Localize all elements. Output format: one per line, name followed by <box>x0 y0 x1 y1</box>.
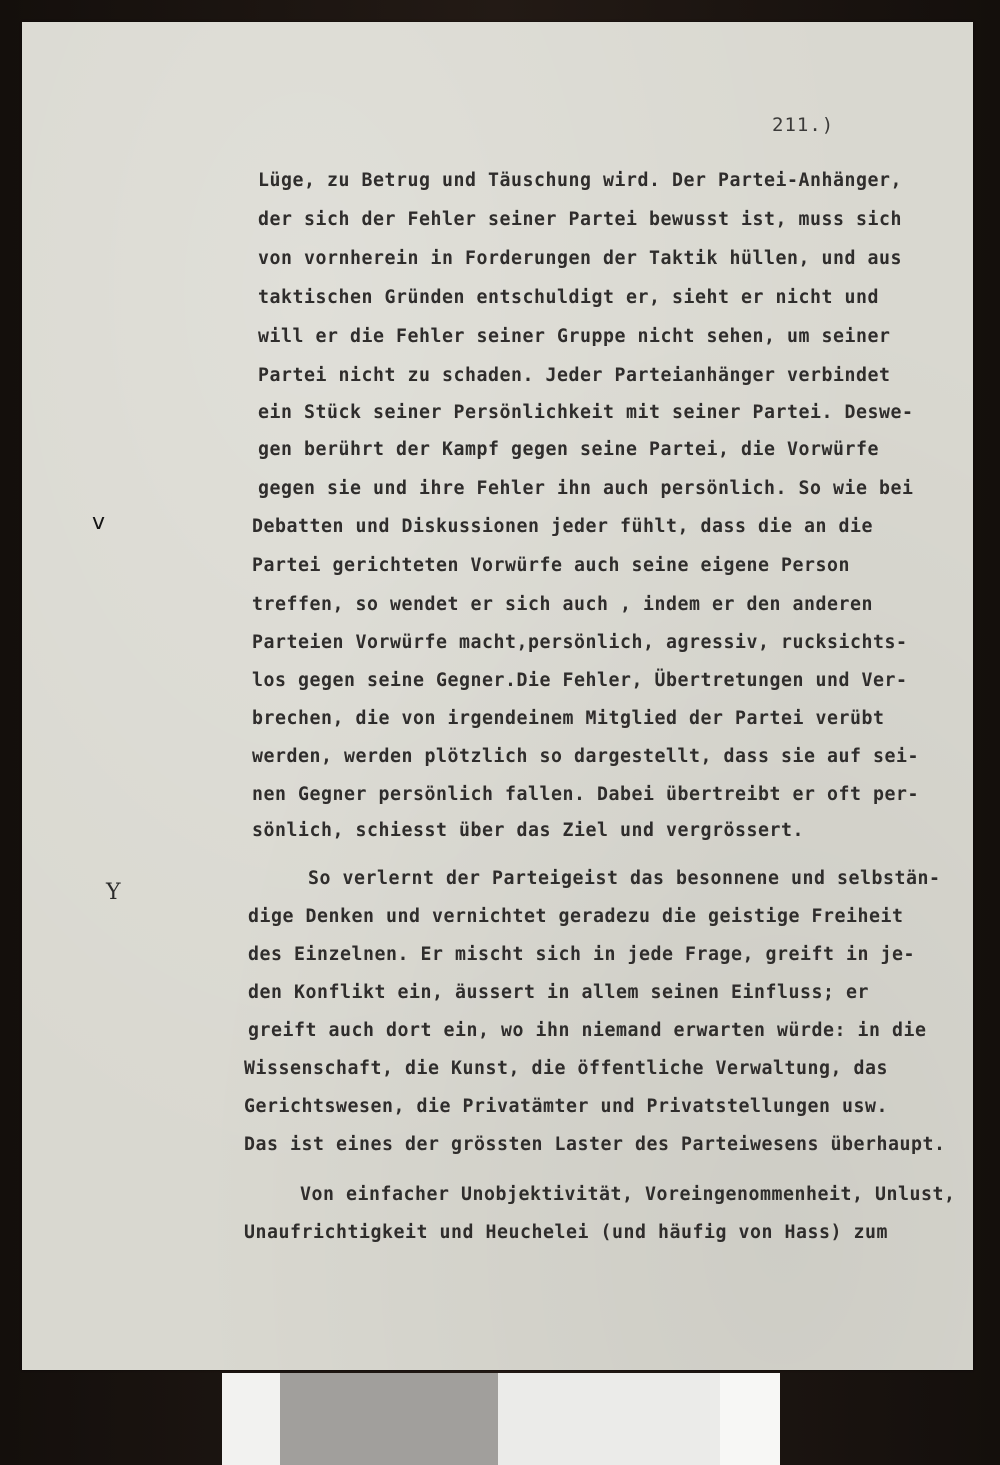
text-line: des Einzelnen. Er mischt sich in jede Frage, greift in je- <box>248 944 915 965</box>
text-line: den Konflikt ein, äussert in allem seinen Einfluss; er <box>248 982 869 1003</box>
text-line: Das ist eines der grössten Laster des Parteiwesens überhaupt. <box>244 1134 946 1155</box>
text-line: von vornherein in Forderungen der Taktik hüllen, und aus <box>258 248 902 269</box>
calibration-strip-gray <box>280 1373 498 1465</box>
text-line: greift auch dort ein, wo ihn niemand erwarten würde: in die <box>248 1020 927 1041</box>
text-line: Partei gerichteten Vorwürfe auch seine eigene Person <box>252 555 850 576</box>
text-line: So verlernt der Parteigeist das besonnene und selbstän- <box>308 868 941 889</box>
text-line: will er die Fehler seiner Gruppe nicht sehen, um seiner <box>258 326 891 347</box>
text-line: werden, werden plötzlich so dargestellt, dass sie auf sei- <box>252 746 919 767</box>
text-line: gen berührt der Kampf gegen seine Partei, die Vorwürfe <box>258 439 879 460</box>
text-line: ein Stück seiner Persönlichkeit mit seiner Partei. Deswe- <box>258 402 914 423</box>
calibration-strip-white <box>222 1373 280 1465</box>
text-line: Gerichtswesen, die Privatämter und Privatstellungen usw. <box>244 1096 888 1117</box>
text-line: Debatten und Diskussionen jeder fühlt, dass die an die <box>252 516 873 537</box>
margin-mark: Y <box>106 880 121 905</box>
margin-mark: v <box>92 510 106 535</box>
text-line: nen Gegner persönlich fallen. Dabei übertreibt er oft per- <box>252 784 919 805</box>
text-line: Partei nicht zu schaden. Jeder Parteianhänger verbindet <box>258 365 891 386</box>
text-line: taktischen Gründen entschuldigt er, sieht er nicht und <box>258 287 879 308</box>
calibration-strip-light <box>498 1373 720 1465</box>
text-line: Lüge, zu Betrug und Täuschung wird. Der Partei-Anhänger, <box>258 170 902 191</box>
text-line: der sich der Fehler seiner Partei bewusst ist, muss sich <box>258 209 902 230</box>
text-line: brechen, die von irgendeinem Mitglied der Partei verübt <box>252 708 885 729</box>
calibration-strip-white <box>720 1373 780 1465</box>
text-line: Parteien Vorwürfe macht,persönlich, agressiv, rucksichts- <box>252 632 908 653</box>
text-line: dige Denken und vernichtet geradezu die geistige Freiheit <box>248 906 904 927</box>
text-line: sönlich, schiesst über das Ziel und vergrössert. <box>252 820 804 841</box>
text-line: gegen sie und ihre Fehler ihn auch persönlich. So wie bei <box>258 478 914 499</box>
text-line: Unaufrichtigkeit und Heuchelei (und häufig von Hass) zum <box>244 1222 888 1243</box>
page-number: 211.) <box>772 114 835 136</box>
text-line: los gegen seine Gegner.Die Fehler, Übertretungen und Ver- <box>252 670 908 691</box>
text-line: treffen, so wendet er sich auch , indem er den anderen <box>252 594 873 615</box>
text-line: Von einfacher Unobjektivität, Voreingenommenheit, Unlust, <box>300 1184 956 1205</box>
text-line: Wissenschaft, die Kunst, die öffentliche Verwaltung, das <box>244 1058 888 1079</box>
